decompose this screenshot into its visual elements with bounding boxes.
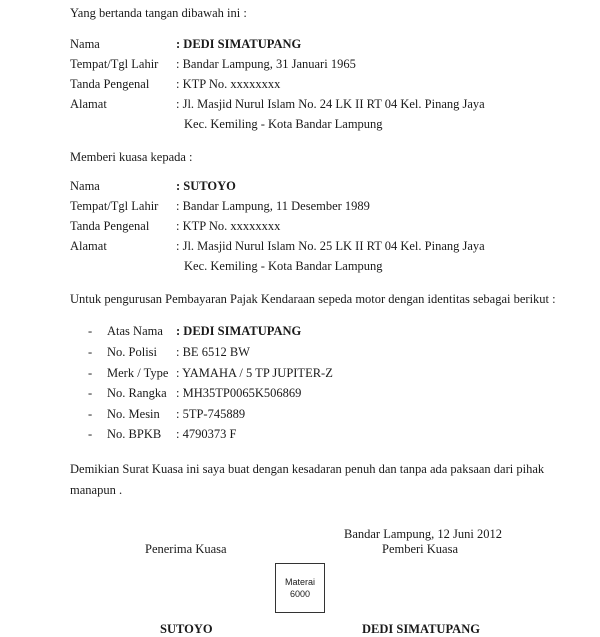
vehicle-frame-value: : MH35TP0065K506869 [176,386,302,400]
bullet-dash: - [88,386,93,400]
stamp-label: Materai [284,577,315,587]
receiver-address-line-1: : Jl. Masjid Nurul Islam No. 25 LK II RT 04 Kel. Pinang Jaya [176,239,485,253]
bullet-dash: - [88,324,93,338]
giver-name-label: Nama [70,37,100,51]
closing-line-1: Demikian Surat Kuasa ini saya buat dengan kesadaran penuh dan tanpa ada paksaan dari pihak [70,462,545,476]
receiver-address-label: Alamat [70,239,107,253]
vehicle-owner-value: : DEDI SIMATUPANG [176,324,302,338]
receiver-signature-name: SUTOYO [160,622,213,636]
bullet-dash: - [88,427,93,441]
stamp-value: 6000 [289,589,311,599]
purpose-text: Untuk pengurusan Pembayaran Pajak Kendaraan sepeda motor dengan identitas sebagai berikut : [70,292,556,306]
vehicle-bpkb-label: No. BPKB [107,427,162,441]
stamp-box [275,563,325,613]
place-date: Bandar Lampung, 12 Juni 2012 [344,527,502,541]
grant-intro-text: Memberi kuasa kepada : [70,150,193,164]
intro-text: Yang bertanda tangan dibawah ini : [70,6,247,20]
receiver-name-label: Nama [70,179,100,193]
vehicle-plate-label: No. Polisi [107,345,158,359]
receiver-address-line-2: Kec. Kemiling - Kota Bandar Lampung [184,259,383,273]
giver-address-line-2: Kec. Kemiling - Kota Bandar Lampung [184,117,383,131]
giver-birth-value: : Bandar Lampung, 31 Januari 1965 [176,57,356,71]
closing-line-2: manapun . [70,483,123,497]
receiver-id-value: : KTP No. xxxxxxxx [176,219,281,233]
giver-id-value: : KTP No. xxxxxxxx [176,77,281,91]
receiver-birth-value: : Bandar Lampung, 11 Desember 1989 [176,199,370,213]
bullet-dash: - [88,345,93,359]
receiver-name-value: : SUTOYO [176,179,236,193]
bullet-dash: - [88,407,93,421]
giver-signature-name: DEDI SIMATUPANG [362,622,480,636]
giver-name-value: : DEDI SIMATUPANG [176,37,302,51]
giver-id-label: Tanda Pengenal [70,77,150,91]
vehicle-engine-value: : 5TP-745889 [176,407,246,421]
vehicle-brand-label: Merk / Type [107,366,169,380]
giver-address-label: Alamat [70,97,107,111]
giver-address-line-1: : Jl. Masjid Nurul Islam No. 24 LK II RT 04 Kel. Pinang Jaya [176,97,485,111]
vehicle-plate-value: : BE 6512 BW [176,345,250,359]
vehicle-frame-label: No. Rangka [107,386,167,400]
vehicle-bpkb-value: : 4790373 F [176,427,237,441]
vehicle-owner-label: Atas Nama [107,324,163,338]
receiver-birth-label: Tempat/Tgl Lahir [70,199,159,213]
giver-birth-label: Tempat/Tgl Lahir [70,57,159,71]
bullet-dash: - [88,366,93,380]
vehicle-brand-value: : YAMAHA / 5 TP JUPITER-Z [176,366,333,380]
giver-title: Pemberi Kuasa [382,542,459,556]
receiver-id-label: Tanda Pengenal [70,219,150,233]
receiver-title: Penerima Kuasa [145,542,227,556]
vehicle-engine-label: No. Mesin [107,407,160,421]
